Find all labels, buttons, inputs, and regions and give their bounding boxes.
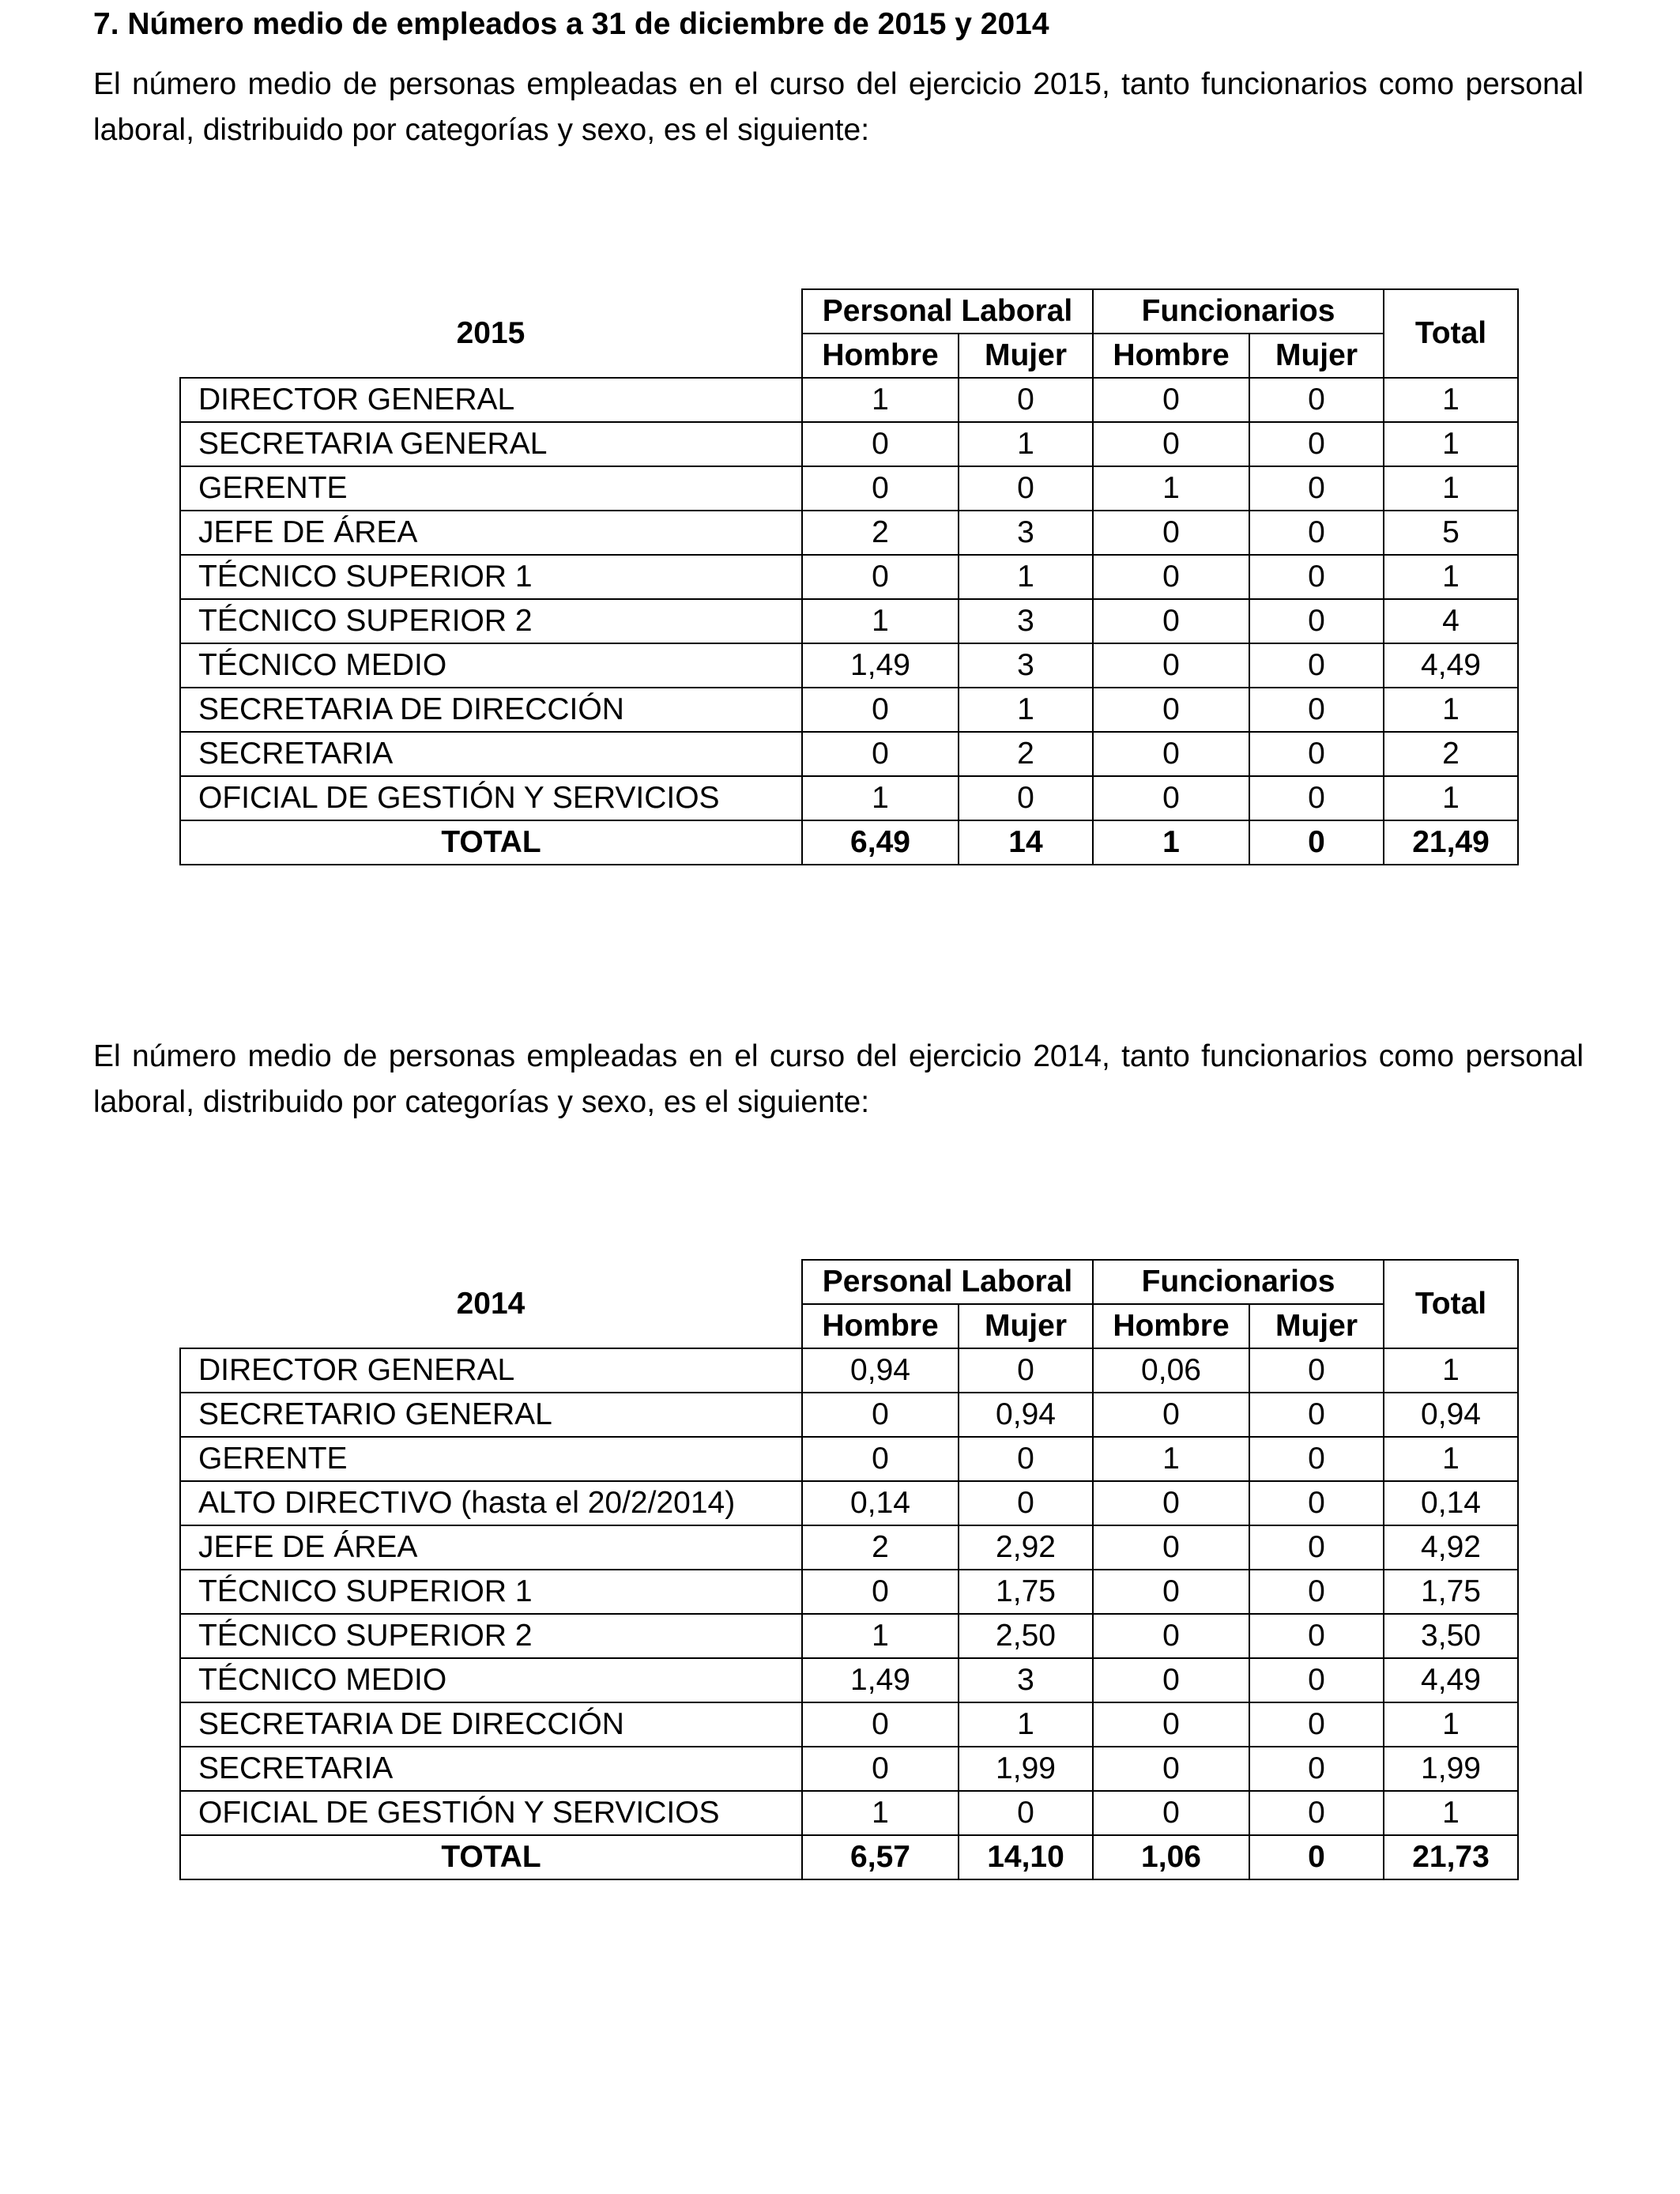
funcionarios-hombre-cell: 0 bbox=[1093, 1481, 1249, 1525]
laboral-hombre-cell: 0 bbox=[802, 688, 959, 732]
intro-paragraph-2015: El número medio de personas empleadas en el curso del ejercicio 2015, tanto funcionarios como personal laboral, distribuido por categorías y sexo, es el siguiente: bbox=[93, 67, 1584, 147]
laboral-mujer-cell: 14 bbox=[959, 820, 1093, 865]
funcionarios-mujer-cell: 0 bbox=[1249, 820, 1384, 865]
funcionarios-hombre-cell: 0 bbox=[1093, 688, 1249, 732]
header-personal-laboral: Personal Laboral bbox=[802, 1260, 1093, 1304]
category-cell: GERENTE bbox=[180, 1437, 802, 1481]
funcionarios-hombre-cell: 0 bbox=[1093, 776, 1249, 820]
laboral-hombre-cell: 1,49 bbox=[802, 643, 959, 688]
total-cell: 1 bbox=[1384, 1437, 1518, 1481]
total-cell: 1 bbox=[1384, 555, 1518, 599]
total-cell: 1 bbox=[1384, 422, 1518, 466]
total-cell: 4,49 bbox=[1384, 1658, 1518, 1702]
table-row bbox=[180, 1747, 1518, 1791]
funcionarios-mujer-cell: 0 bbox=[1249, 1481, 1384, 1525]
category-cell: SECRETARIA GENERAL bbox=[180, 422, 802, 466]
funcionarios-hombre-cell: 0 bbox=[1093, 511, 1249, 555]
laboral-mujer-cell: 0,94 bbox=[959, 1393, 1093, 1437]
funcionarios-mujer-cell: 0 bbox=[1249, 466, 1384, 511]
funcionarios-hombre-cell: 0 bbox=[1093, 1614, 1249, 1658]
laboral-hombre-cell: 0 bbox=[802, 1393, 959, 1437]
funcionarios-mujer-cell: 0 bbox=[1249, 732, 1384, 776]
total-cell: 1 bbox=[1384, 776, 1518, 820]
funcionarios-mujer-cell: 0 bbox=[1249, 1702, 1384, 1747]
table-row bbox=[180, 555, 1518, 599]
table-row bbox=[180, 1481, 1518, 1525]
total-cell: 1,75 bbox=[1384, 1570, 1518, 1614]
table-row bbox=[180, 599, 1518, 643]
header-personal-laboral: Personal Laboral bbox=[802, 289, 1093, 334]
intro-paragraph-2014: El número medio de personas empleadas en el curso del ejercicio 2014, tanto funcionarios como personal laboral, distribuido por categorías y sexo, es el siguiente: bbox=[93, 1039, 1584, 1119]
category-cell: SECRETARIO GENERAL bbox=[180, 1393, 802, 1437]
laboral-hombre-cell: 0 bbox=[802, 732, 959, 776]
category-cell: TÉCNICO SUPERIOR 1 bbox=[180, 555, 802, 599]
table-row bbox=[180, 1658, 1518, 1702]
header-laboral-mujer: Mujer bbox=[959, 1304, 1093, 1348]
category-cell: JEFE DE ÁREA bbox=[180, 1525, 802, 1570]
laboral-mujer-cell: 1 bbox=[959, 422, 1093, 466]
funcionarios-mujer-cell: 0 bbox=[1249, 1658, 1384, 1702]
funcionarios-mujer-cell: 0 bbox=[1249, 599, 1384, 643]
header-total: Total bbox=[1384, 1260, 1518, 1348]
laboral-hombre-cell: 2 bbox=[802, 1525, 959, 1570]
category-cell: SECRETARIA bbox=[180, 732, 802, 776]
laboral-hombre-cell: 0 bbox=[802, 1437, 959, 1481]
funcionarios-mujer-cell: 0 bbox=[1249, 555, 1384, 599]
funcionarios-mujer-cell: 0 bbox=[1249, 643, 1384, 688]
funcionarios-mujer-cell: 0 bbox=[1249, 688, 1384, 732]
laboral-hombre-cell: 6,57 bbox=[802, 1835, 959, 1879]
funcionarios-hombre-cell: 0 bbox=[1093, 1393, 1249, 1437]
laboral-hombre-cell: 1 bbox=[802, 599, 959, 643]
header-funcionarios-hombre: Hombre bbox=[1093, 334, 1249, 378]
funcionarios-hombre-cell: 1 bbox=[1093, 466, 1249, 511]
header-laboral-hombre: Hombre bbox=[802, 1304, 959, 1348]
laboral-hombre-cell: 0 bbox=[802, 1747, 959, 1791]
laboral-mujer-cell: 1,75 bbox=[959, 1570, 1093, 1614]
funcionarios-hombre-cell: 0 bbox=[1093, 599, 1249, 643]
table-row bbox=[180, 1437, 1518, 1481]
table-header-row bbox=[180, 289, 1518, 334]
table-body-2015 bbox=[180, 378, 1518, 865]
table-row bbox=[180, 688, 1518, 732]
table-row bbox=[180, 466, 1518, 511]
table-row bbox=[180, 1393, 1518, 1437]
category-cell: DIRECTOR GENERAL bbox=[180, 378, 802, 422]
laboral-hombre-cell: 1 bbox=[802, 1614, 959, 1658]
laboral-hombre-cell: 0 bbox=[802, 1702, 959, 1747]
category-cell: DIRECTOR GENERAL bbox=[180, 1348, 802, 1393]
laboral-mujer-cell: 1 bbox=[959, 1702, 1093, 1747]
laboral-mujer-cell: 14,10 bbox=[959, 1835, 1093, 1879]
category-cell: ALTO DIRECTIVO (hasta el 20/2/2014) bbox=[180, 1481, 802, 1525]
laboral-mujer-cell: 0 bbox=[959, 1348, 1093, 1393]
category-cell: GERENTE bbox=[180, 466, 802, 511]
total-cell: 4,49 bbox=[1384, 643, 1518, 688]
funcionarios-hombre-cell: 0 bbox=[1093, 1791, 1249, 1835]
laboral-mujer-cell: 3 bbox=[959, 1658, 1093, 1702]
laboral-mujer-cell: 1 bbox=[959, 688, 1093, 732]
category-cell: SECRETARIA DE DIRECCIÓN bbox=[180, 1702, 802, 1747]
laboral-hombre-cell: 1 bbox=[802, 776, 959, 820]
laboral-hombre-cell: 0 bbox=[802, 466, 959, 511]
funcionarios-hombre-cell: 0 bbox=[1093, 1525, 1249, 1570]
category-cell: OFICIAL DE GESTIÓN Y SERVICIOS bbox=[180, 776, 802, 820]
total-cell: 1 bbox=[1384, 688, 1518, 732]
funcionarios-hombre-cell: 0 bbox=[1093, 555, 1249, 599]
header-funcionarios: Funcionarios bbox=[1093, 1260, 1384, 1304]
header-funcionarios-hombre: Hombre bbox=[1093, 1304, 1249, 1348]
funcionarios-hombre-cell: 0 bbox=[1093, 1570, 1249, 1614]
funcionarios-mujer-cell: 0 bbox=[1249, 1835, 1384, 1879]
total-label: TOTAL bbox=[180, 1835, 802, 1879]
laboral-mujer-cell: 1,99 bbox=[959, 1747, 1093, 1791]
laboral-hombre-cell: 0 bbox=[802, 422, 959, 466]
header-funcionarios-mujer: Mujer bbox=[1249, 1304, 1384, 1348]
category-cell: TÉCNICO SUPERIOR 2 bbox=[180, 1614, 802, 1658]
section-heading: 7. Número medio de empleados a 31 de diciembre de 2015 y 2014 bbox=[93, 7, 1049, 41]
funcionarios-mujer-cell: 0 bbox=[1249, 1393, 1384, 1437]
category-cell: TÉCNICO SUPERIOR 2 bbox=[180, 599, 802, 643]
funcionarios-hombre-cell: 1 bbox=[1093, 820, 1249, 865]
total-row bbox=[180, 820, 1518, 865]
laboral-mujer-cell: 3 bbox=[959, 643, 1093, 688]
funcionarios-mujer-cell: 0 bbox=[1249, 776, 1384, 820]
laboral-hombre-cell: 0 bbox=[802, 555, 959, 599]
table-row bbox=[180, 378, 1518, 422]
total-cell: 5 bbox=[1384, 511, 1518, 555]
total-cell: 21,49 bbox=[1384, 820, 1518, 865]
laboral-mujer-cell: 2 bbox=[959, 732, 1093, 776]
category-cell: TÉCNICO MEDIO bbox=[180, 643, 802, 688]
category-cell: OFICIAL DE GESTIÓN Y SERVICIOS bbox=[180, 1791, 802, 1835]
total-cell: 2 bbox=[1384, 732, 1518, 776]
total-cell: 0,94 bbox=[1384, 1393, 1518, 1437]
table-row bbox=[180, 1570, 1518, 1614]
funcionarios-mujer-cell: 0 bbox=[1249, 1747, 1384, 1791]
table-year-label: 2015 bbox=[456, 315, 525, 350]
laboral-hombre-cell: 1 bbox=[802, 1791, 959, 1835]
total-cell: 1,99 bbox=[1384, 1747, 1518, 1791]
category-cell: TÉCNICO MEDIO bbox=[180, 1658, 802, 1702]
laboral-mujer-cell: 0 bbox=[959, 776, 1093, 820]
funcionarios-mujer-cell: 0 bbox=[1249, 1437, 1384, 1481]
total-cell: 1 bbox=[1384, 1791, 1518, 1835]
total-cell: 21,73 bbox=[1384, 1835, 1518, 1879]
funcionarios-hombre-cell: 0 bbox=[1093, 1658, 1249, 1702]
table-row bbox=[180, 511, 1518, 555]
total-cell: 1 bbox=[1384, 1348, 1518, 1393]
funcionarios-hombre-cell: 0 bbox=[1093, 732, 1249, 776]
total-cell: 4 bbox=[1384, 599, 1518, 643]
funcionarios-mujer-cell: 0 bbox=[1249, 1791, 1384, 1835]
funcionarios-hombre-cell: 0 bbox=[1093, 378, 1249, 422]
category-cell: TÉCNICO SUPERIOR 1 bbox=[180, 1570, 802, 1614]
table-row bbox=[180, 1348, 1518, 1393]
laboral-hombre-cell: 2 bbox=[802, 511, 959, 555]
total-cell: 4,92 bbox=[1384, 1525, 1518, 1570]
table-row bbox=[180, 643, 1518, 688]
funcionarios-mujer-cell: 0 bbox=[1249, 1525, 1384, 1570]
category-cell: SECRETARIA DE DIRECCIÓN bbox=[180, 688, 802, 732]
table-year-label: 2014 bbox=[456, 1286, 525, 1321]
laboral-mujer-cell: 0 bbox=[959, 1437, 1093, 1481]
total-label: TOTAL bbox=[180, 820, 802, 865]
laboral-mujer-cell: 3 bbox=[959, 599, 1093, 643]
total-cell: 0,14 bbox=[1384, 1481, 1518, 1525]
table-body-2014 bbox=[180, 1348, 1518, 1879]
category-cell: JEFE DE ÁREA bbox=[180, 511, 802, 555]
header-funcionarios: Funcionarios bbox=[1093, 289, 1384, 334]
funcionarios-mujer-cell: 0 bbox=[1249, 1614, 1384, 1658]
total-cell: 1 bbox=[1384, 378, 1518, 422]
funcionarios-hombre-cell: 1 bbox=[1093, 1437, 1249, 1481]
funcionarios-hombre-cell: 0 bbox=[1093, 1702, 1249, 1747]
header-laboral-hombre: Hombre bbox=[802, 334, 959, 378]
laboral-mujer-cell: 2,50 bbox=[959, 1614, 1093, 1658]
employees-table-2015 bbox=[179, 288, 1519, 865]
total-cell: 3,50 bbox=[1384, 1614, 1518, 1658]
funcionarios-hombre-cell: 0 bbox=[1093, 422, 1249, 466]
funcionarios-hombre-cell: 1,06 bbox=[1093, 1835, 1249, 1879]
table-row bbox=[180, 732, 1518, 776]
funcionarios-mujer-cell: 0 bbox=[1249, 378, 1384, 422]
table-row bbox=[180, 422, 1518, 466]
laboral-hombre-cell: 1,49 bbox=[802, 1658, 959, 1702]
table-row bbox=[180, 1525, 1518, 1570]
laboral-mujer-cell: 0 bbox=[959, 1791, 1093, 1835]
employees-table-2014 bbox=[179, 1259, 1519, 1880]
laboral-hombre-cell: 0,94 bbox=[802, 1348, 959, 1393]
table-row bbox=[180, 1702, 1518, 1747]
table-row bbox=[180, 1791, 1518, 1835]
laboral-mujer-cell: 0 bbox=[959, 378, 1093, 422]
laboral-mujer-cell: 0 bbox=[959, 1481, 1093, 1525]
laboral-mujer-cell: 0 bbox=[959, 466, 1093, 511]
laboral-mujer-cell: 3 bbox=[959, 511, 1093, 555]
funcionarios-hombre-cell: 0 bbox=[1093, 1747, 1249, 1791]
funcionarios-hombre-cell: 0,06 bbox=[1093, 1348, 1249, 1393]
funcionarios-mujer-cell: 0 bbox=[1249, 1570, 1384, 1614]
table-row bbox=[180, 1614, 1518, 1658]
laboral-hombre-cell: 1 bbox=[802, 378, 959, 422]
funcionarios-hombre-cell: 0 bbox=[1093, 643, 1249, 688]
header-total: Total bbox=[1384, 289, 1518, 378]
laboral-hombre-cell: 0 bbox=[802, 1570, 959, 1614]
header-funcionarios-mujer: Mujer bbox=[1249, 334, 1384, 378]
table-row bbox=[180, 776, 1518, 820]
total-cell: 1 bbox=[1384, 466, 1518, 511]
laboral-hombre-cell: 6,49 bbox=[802, 820, 959, 865]
funcionarios-mujer-cell: 0 bbox=[1249, 422, 1384, 466]
laboral-mujer-cell: 2,92 bbox=[959, 1525, 1093, 1570]
funcionarios-mujer-cell: 0 bbox=[1249, 511, 1384, 555]
total-cell: 1 bbox=[1384, 1702, 1518, 1747]
header-laboral-mujer: Mujer bbox=[959, 334, 1093, 378]
category-cell: SECRETARIA bbox=[180, 1747, 802, 1791]
laboral-hombre-cell: 0,14 bbox=[802, 1481, 959, 1525]
total-row bbox=[180, 1835, 1518, 1879]
laboral-mujer-cell: 1 bbox=[959, 555, 1093, 599]
funcionarios-mujer-cell: 0 bbox=[1249, 1348, 1384, 1393]
table-header-row bbox=[180, 1260, 1518, 1304]
